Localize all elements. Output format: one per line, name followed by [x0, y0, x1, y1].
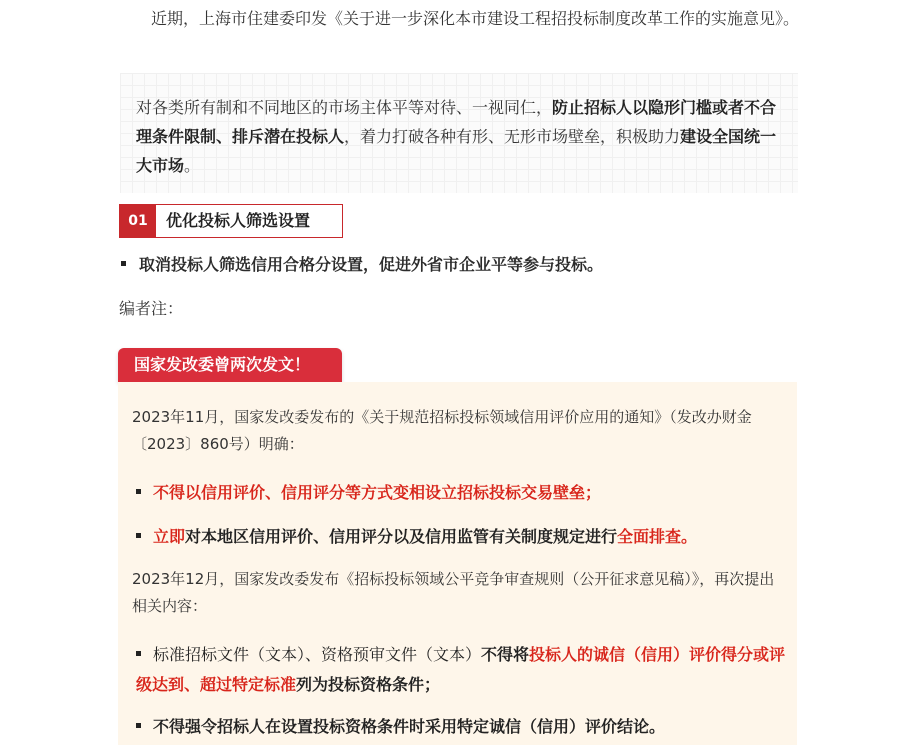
callout-tab: 国家发改委曾两次发文！ — [118, 348, 342, 382]
callout-bullet-text: 不得将 — [481, 645, 530, 664]
section-heading — [119, 204, 343, 238]
bullet-text: 取消投标人筛选信用合格分设置，促进外省市企业平等参与投标。 — [139, 255, 604, 274]
quote-text-part: 对各类所有制和不同地区的市场主体平等对待、一视同仁， — [136, 98, 553, 117]
callout-emphasis: 全面排查。 — [617, 527, 698, 546]
callout-bullet-text: 列为投标资格条件； — [296, 675, 441, 694]
callout-bullet-text: 标准招标文件（文本）、资格预审文件（文本） — [153, 645, 482, 664]
callout-emphasis: 投标人的诚信（信用）评价得分或评级达到、超过特定标准 — [136, 645, 786, 694]
square-bullet-icon — [121, 261, 126, 266]
callout-bullet — [136, 640, 786, 700]
intro-paragraph: 近期，上海市住建委印发《关于进一步深化本市建设工程招投标制度改革工作的实施意见》。 — [151, 9, 800, 28]
editor-note-label: 编者注： — [119, 299, 184, 318]
section-title: 优化投标人筛选设置 — [166, 211, 311, 230]
callout-paragraph: 2023年12月，国家发改委发布《招标投标领域公平竞争审查规则（公开征求意见稿）》，再次提出相关内容： — [132, 570, 775, 615]
callout-bullet — [136, 522, 786, 552]
quote-text-part: 。 — [184, 156, 201, 175]
callout-bullet — [136, 478, 786, 508]
callout-bullet-text: 不得强令招标人在设置投标资格条件时采用特定诚信（信用）评价结论。 — [153, 717, 666, 736]
quote-emphasis: 防止招标人以隐形门槛或者不合理条件限制、排斥潜在投标人 — [136, 98, 777, 146]
square-bullet-icon — [136, 533, 141, 538]
square-bullet-icon — [136, 723, 141, 728]
bullet-item — [121, 252, 603, 278]
callout-bullet-text: 不得以信用评价、信用评分等方式变相设立招标投标交易壁垒； — [153, 483, 602, 502]
callout-bullet-text: 对本地区信用评价、信用评分以及信用监管有关制度规定进行 — [185, 527, 618, 546]
quote-text-part: ，着力打破各种有形、无形市场壁垒，积极助力 — [344, 127, 681, 146]
callout-bullet — [136, 712, 786, 742]
section-number: 01 — [120, 205, 156, 237]
quote-emphasis: 建设全国统一大市场 — [136, 127, 777, 175]
callout-paragraph: 2023年11月，国家发改委发布的《关于规范招标投标领域信用评价应用的通知》（发改办财金〔2023〕860号）明确： — [132, 408, 752, 453]
quote-box — [120, 73, 798, 193]
quote-text — [136, 93, 786, 180]
square-bullet-icon — [136, 651, 141, 656]
callout-emphasis: 立即 — [153, 527, 186, 546]
square-bullet-icon — [136, 489, 141, 494]
callout-box — [118, 382, 797, 745]
